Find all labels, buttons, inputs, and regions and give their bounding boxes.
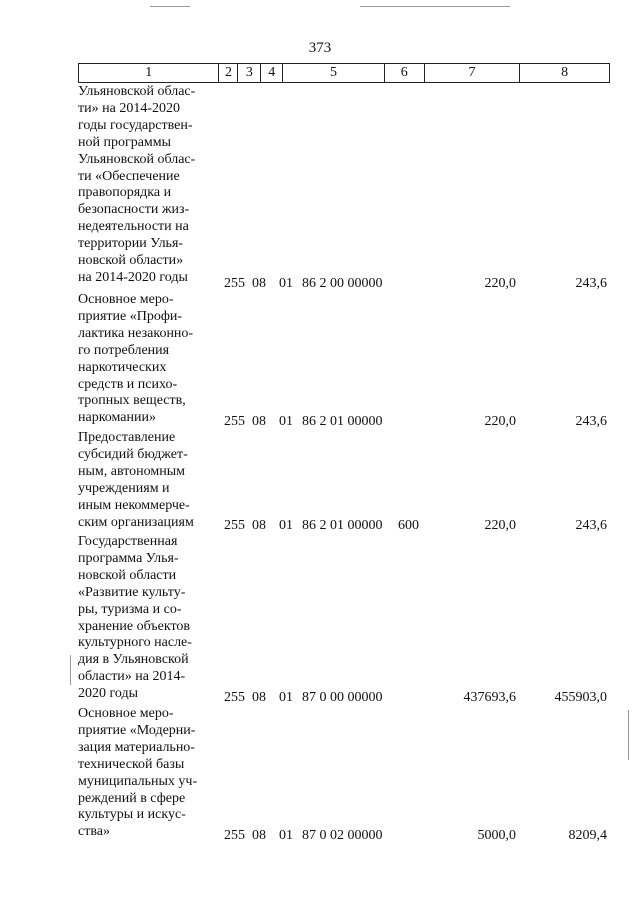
scan-artifact	[628, 710, 629, 760]
cell-pr: 01	[279, 690, 293, 705]
cell-sum-2019: 437693,6	[463, 690, 516, 705]
cell-ved: 255	[224, 276, 245, 291]
table-row	[78, 534, 610, 706]
scan-artifact	[360, 6, 510, 7]
scan-artifact	[70, 655, 71, 685]
column-header-8: 8	[561, 65, 569, 80]
cell-vr: 600	[398, 518, 419, 533]
cell-sum-2019: 5000,0	[477, 828, 516, 843]
cell-csr: 86 2 00 00000	[302, 276, 383, 291]
cell-pr: 01	[279, 828, 293, 843]
row-values	[78, 275, 610, 292]
page-number: 373	[308, 40, 332, 56]
column-header-6: 6	[385, 64, 425, 82]
cell-pr: 01	[279, 414, 293, 429]
table-row	[78, 292, 610, 430]
row-values	[78, 689, 610, 706]
cell-rz: 08	[252, 276, 266, 291]
cell-rz: 08	[252, 690, 266, 705]
cell-csr: 86 2 01 00000	[302, 414, 383, 429]
cell-sum-2019: 220,0	[484, 518, 516, 533]
row-description: Предоставление субсидий бюджет- ным, автономным учреждениям и иным некоммерче- ским организациям	[78, 430, 194, 530]
row-description: Основное меро- приятие «Модерни- зация материально- технической базы муниципальных уч- реждений в сфере культуры и искус- ства»	[78, 706, 198, 840]
cell-sum-2020: 8209,4	[568, 828, 607, 843]
cell-pr: 01	[279, 276, 293, 291]
cell-sum-2020: 243,6	[575, 518, 607, 533]
cell-rz: 08	[252, 828, 266, 843]
cell-sum-2020: 455903,0	[554, 690, 607, 705]
table-row	[78, 706, 610, 844]
cell-rz: 08	[252, 518, 266, 533]
column-header-5: 5	[283, 64, 385, 82]
table-row	[78, 84, 610, 292]
row-values	[78, 517, 610, 534]
table-row	[78, 430, 610, 534]
row-values	[78, 413, 610, 430]
table-header-row	[78, 63, 610, 83]
column-header-7: 7	[425, 64, 521, 82]
cell-sum-2020: 243,6	[575, 414, 607, 429]
column-header-2: 2	[219, 64, 238, 82]
cell-sum-2019: 220,0	[484, 414, 516, 429]
cell-csr: 86 2 01 00000	[302, 518, 383, 533]
cell-sum-2019: 220,0	[484, 276, 516, 291]
row-description: Ульяновской облас- ти» на 2014-2020 годы государствен- ной программы Ульяновской облас- ти «Обеспечение правопорядка и безопасности жиз- недеятельности на территории Улья- новской области» на 2014-2020 годы	[78, 84, 196, 285]
cell-ved: 255	[224, 828, 245, 843]
column-header-3: 3	[238, 64, 261, 82]
cell-csr: 87 0 02 00000	[302, 828, 383, 843]
cell-rz: 08	[252, 414, 266, 429]
row-description: Основное меро- приятие «Профи- лактика незаконно- го потребления наркотических средств и психо- тропных веществ, наркомании»	[78, 292, 194, 426]
column-header-4: 4	[261, 64, 283, 82]
cell-sum-2020: 243,6	[575, 276, 607, 291]
row-values	[78, 827, 610, 844]
cell-ved: 255	[224, 414, 245, 429]
row-description: Государственная программа Улья- новской области «Развитие культу- ры, туризма и со- хранение объектов культурного насле- дия в Ульяновской области» на 2014- 2020 годы	[78, 534, 192, 702]
cell-pr: 01	[279, 518, 293, 533]
scan-artifact	[150, 6, 190, 7]
cell-csr: 87 0 00 00000	[302, 690, 383, 705]
column-header-1: 1	[79, 64, 219, 82]
cell-ved: 255	[224, 518, 245, 533]
cell-ved: 255	[224, 690, 245, 705]
